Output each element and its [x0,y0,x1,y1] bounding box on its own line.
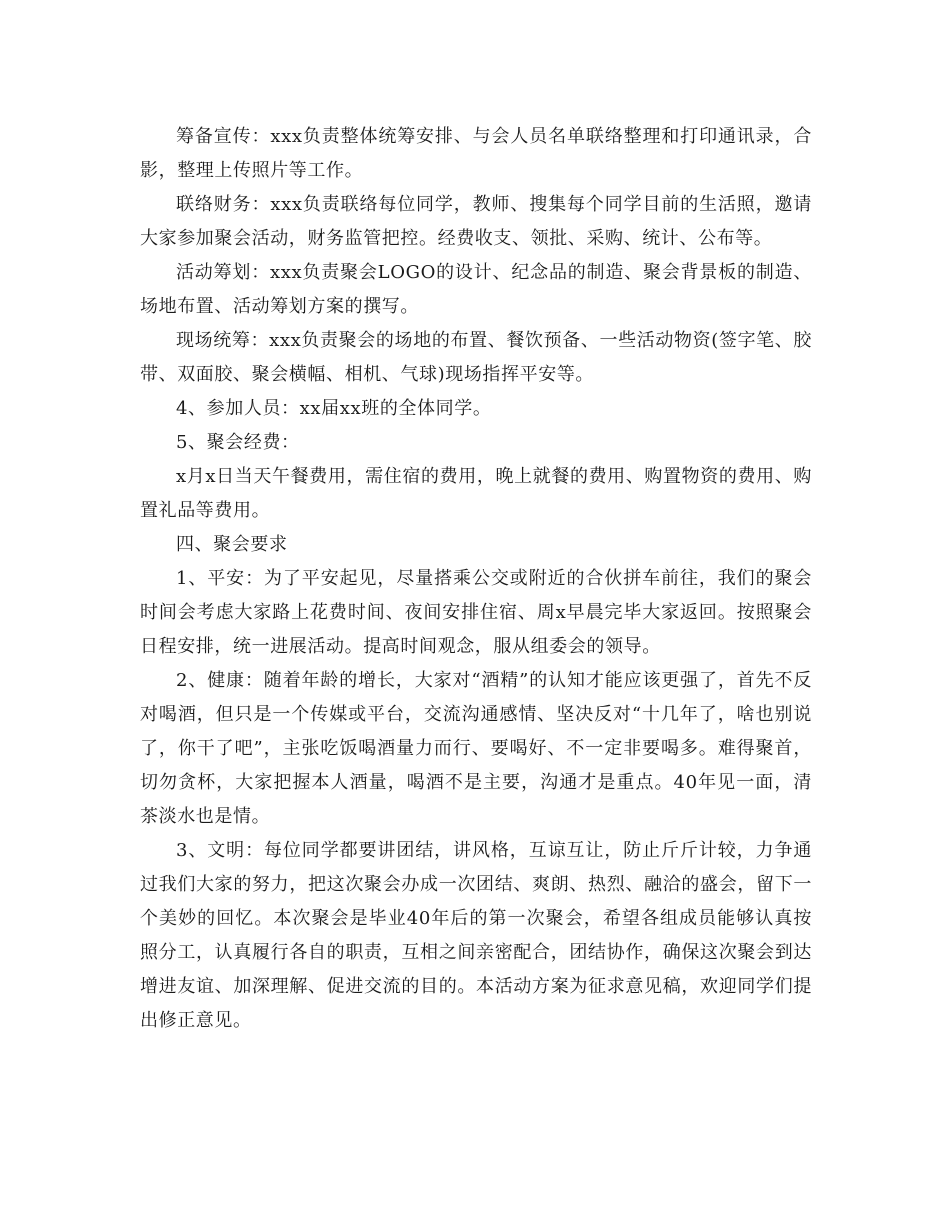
paragraph-health: 2、健康：随着年龄的增长，大家对“酒精”的认知才能应该更强了，首先不反对喝酒，但只是一个传媒或平台，交流沟通感情、坚决反对“十几年了，啥也别说了，你干了吧”，主张吃饭喝酒量力而行、要喝好、不一定非要喝多。难得聚首，切勿贪杯，大家把握本人酒量，喝酒不是主要，沟通才是重点。40年见一面，清茶淡水也是情。 [140,670,812,827]
paragraph-civility: 3、文明：每位同学都要讲团结，讲风格，互谅互让，防止斤斤计较，力争通过我们大家的努力，把这次聚会办成一次团结、爽朗、热烈、融洽的盛会，留下一个美妙的回忆。本次聚会是毕业40年后的第一次聚会，希望各组成员能够认真按照分工，认真履行各自的职责，互相之间亲密配合，团结协作，确保这次聚会到达增进友谊、加深理解、促进交流的目的。本活动方案为征求意见稿，欢迎同学们提出修正意见。 [140,840,812,1031]
paragraph-safety: 1、平安：为了平安起见，尽量搭乘公交或附近的合伙拼车前往，我们的聚会时间会考虑大家路上花费时间、夜间安排住宿、周x早晨完毕大家返回。按照聚会日程安排，统一进展活动。提高时间观念，服从组委会的领导。 [140,568,812,657]
paragraph-activity-planning: 活动筹划：xxx负责聚会LOGO的设计、纪念品的制造、聚会背景板的制造、场地布置、活动筹划方案的撰写。 [140,262,812,317]
paragraph-publicity: 筹备宣传：xxx负责整体统筹安排、与会人员名单联络整理和打印通讯录，合影，整理上传照片等工作。 [140,126,812,181]
section-heading-requirements: 四、聚会要求 [176,534,288,555]
paragraph-expenses-detail: x月x日当天午餐费用，需住宿的费用，晚上就餐的费用、购置物资的费用、购置礼品等费用。 [140,466,812,521]
paragraph-onsite-coordination: 现场统筹：xxx负责聚会的场地的布置、餐饮预备、一些活动物资(签字笔、胶带、双面胶、聚会横幅、相机、气球)现场指挥平安等。 [140,330,812,385]
paragraph-participants: 4、参加人员：xx届xx班的全体同学。 [176,398,492,419]
paragraph-expenses-heading: 5、聚会经费： [176,432,300,453]
paragraph-liaison-finance: 联络财务：xxx负责联络每位同学，教师、搜集每个同学目前的生活照，邀请大家参加聚会活动，财务监管把控。经费收支、领批、采购、统计、公布等。 [140,194,812,249]
document-body [140,120,812,1038]
